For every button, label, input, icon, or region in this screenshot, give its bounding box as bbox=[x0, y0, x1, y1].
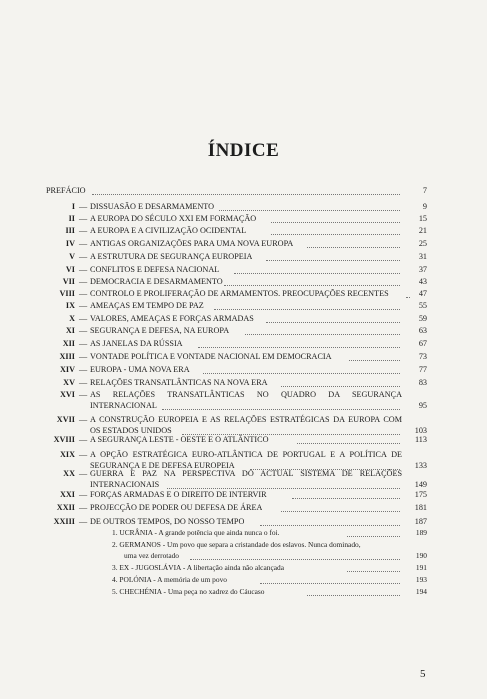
chapter-number: II bbox=[68, 214, 75, 223]
toc-entry bbox=[0, 325, 487, 336]
chapter-title-continued: SEGURANÇA E DE DEFESA EUROPEIA bbox=[90, 461, 235, 470]
leader-dots bbox=[245, 333, 400, 335]
leader-dots bbox=[234, 272, 400, 274]
toc-entry bbox=[0, 502, 487, 513]
chapter-number: VI bbox=[65, 265, 75, 274]
chapter-title: A EUROPA E A CIVILIZAÇÃO OCIDENTAL bbox=[90, 226, 247, 235]
chapter-title: A ESTRUTURA DE SEGURANÇA EUROPEIA bbox=[90, 252, 253, 261]
page-ref: 103 bbox=[414, 426, 427, 435]
page-ref: 95 bbox=[418, 401, 427, 410]
chapter-title-continued: INTERNACIONAIS bbox=[90, 480, 160, 489]
toc-subentry bbox=[0, 527, 487, 538]
subentry-title: 2. GERMANOS - Um povo que separa a cristandade dos eslavos. Nunca dominado, bbox=[112, 540, 361, 549]
chapter-title: A SEGURANÇA LESTE - OESTE E O ATLÂNTICO bbox=[90, 435, 269, 444]
dash-separator: — bbox=[79, 301, 88, 310]
page-ref: 83 bbox=[418, 378, 427, 387]
page-ref: 181 bbox=[414, 503, 427, 512]
page-ref: 47 bbox=[418, 289, 427, 298]
toc-entry bbox=[0, 449, 487, 470]
toc-entry bbox=[0, 364, 487, 375]
toc-entry bbox=[0, 276, 487, 287]
dash-separator: — bbox=[79, 415, 88, 424]
leader-dots bbox=[307, 246, 400, 248]
page-ref: 15 bbox=[418, 214, 427, 223]
dash-separator: — bbox=[79, 517, 88, 526]
toc-entry bbox=[0, 225, 487, 236]
chapter-title: AS RELAÇÕES TRANSATLÂNTICAS NO QUADRO DA SEGURANÇA bbox=[90, 390, 402, 399]
toc-subentry bbox=[0, 574, 487, 585]
leader-dots bbox=[297, 442, 400, 444]
toc-entry bbox=[0, 338, 487, 349]
dash-separator: — bbox=[79, 202, 88, 211]
leader-dots bbox=[266, 321, 400, 323]
chapter-title: A OPÇÃO ESTRATÉGICA EURO-ATLÂNTICA DE PORTUGAL E A POLÍTICA DE bbox=[90, 450, 402, 459]
leader-dots bbox=[281, 385, 400, 387]
page-ref: 77 bbox=[418, 365, 427, 374]
toc-entry bbox=[0, 516, 487, 527]
page-ref: 194 bbox=[415, 587, 427, 596]
chapter-title: DISSUASÃO E DESARMAMENTO bbox=[90, 202, 215, 211]
dash-separator: — bbox=[79, 469, 88, 478]
toc-entry bbox=[0, 434, 487, 445]
chapter-title: DE OUTROS TEMPOS, DO NOSSO TEMPO bbox=[90, 517, 245, 526]
page-ref: 63 bbox=[418, 326, 427, 335]
leader-dots bbox=[281, 510, 400, 512]
toc-entry bbox=[0, 300, 487, 311]
dash-separator: — bbox=[79, 339, 88, 348]
leader-dots bbox=[198, 346, 400, 348]
page-ref: 7 bbox=[422, 186, 427, 195]
toc-entry bbox=[0, 351, 487, 362]
chapter-number: XX bbox=[63, 469, 75, 478]
toc-entry bbox=[0, 489, 487, 500]
chapter-number: XI bbox=[65, 326, 75, 335]
chapter-title-continued: OS ESTADOS UNIDOS bbox=[90, 426, 172, 435]
chapter-title: VONTADE POLÍTICA E VONTADE NACIONAL EM DEMOCRACIA bbox=[90, 352, 332, 361]
chapter-title: EUROPA - UMA NOVA ERA bbox=[90, 365, 190, 374]
dash-separator: — bbox=[79, 265, 88, 274]
chapter-title: GUERRA E PAZ NA PERSPECTIVA DO ACTUAL SISTEMA DE RELAÇÕES bbox=[90, 469, 402, 478]
dash-separator: — bbox=[79, 239, 88, 248]
toc-entry bbox=[0, 288, 487, 299]
toc-subentry bbox=[0, 562, 487, 573]
chapter-title: FORÇAS ARMADAS E O DIREITO DE INTERVIR bbox=[90, 490, 267, 499]
chapter-title-continued: INTERNACIONAL bbox=[90, 401, 157, 410]
page-ref: 25 bbox=[418, 239, 427, 248]
chapter-title: RELAÇÕES TRANSATLÂNTICAS NA NOVA ERA bbox=[90, 378, 268, 387]
toc-entry bbox=[0, 185, 487, 196]
dash-separator: — bbox=[79, 214, 88, 223]
leader-dots bbox=[292, 497, 400, 499]
page-ref: 187 bbox=[414, 517, 427, 526]
dash-separator: — bbox=[79, 435, 88, 444]
subentry-title: 1. UCRÂNIA - A grande potência que ainda nunca o foi. bbox=[112, 528, 280, 537]
chapter-number: VII bbox=[62, 277, 75, 286]
page-ref: 37 bbox=[418, 265, 427, 274]
toc-entry bbox=[0, 238, 487, 249]
chapter-number: XIX bbox=[59, 450, 75, 459]
chapter-title: CONFLITOS E DEFESA NACIONAL bbox=[90, 265, 220, 274]
chapter-number: XVIII bbox=[53, 435, 75, 444]
page-number: 5 bbox=[420, 668, 426, 680]
subentry-title: 5. CHECHÉNIA - Uma peça no xadrez do Cáucaso bbox=[112, 587, 265, 596]
chapter-title: A CONSTRUÇÃO EUROPEIA E AS RELAÇÕES ESTRATÉGICAS DA EUROPA COM bbox=[90, 415, 402, 424]
dash-separator: — bbox=[79, 326, 88, 335]
toc-entry bbox=[0, 414, 487, 435]
chapter-number: XXII bbox=[56, 503, 75, 512]
page-ref: 175 bbox=[414, 490, 427, 499]
page-ref: 149 bbox=[414, 480, 427, 489]
subentry-title-continued: uma vez derrotado bbox=[124, 551, 179, 560]
chapter-title: PREFÁCIO bbox=[46, 186, 86, 195]
chapter-title: ANTIGAS ORGANIZAÇÕES PARA UMA NOVA EUROPA bbox=[90, 239, 294, 248]
leader-dots bbox=[190, 558, 400, 560]
leader-dots bbox=[92, 193, 400, 195]
page-ref: 133 bbox=[414, 461, 427, 470]
chapter-title: PROJECÇÃO DE PODER OU DEFESA DE ÁREA bbox=[90, 503, 263, 512]
dash-separator: — bbox=[79, 314, 88, 323]
chapter-title: CONTROLO E PROLIFERAÇÃO DE ARMAMENTOS. PREOCUPAÇÕES RECENTES bbox=[90, 289, 389, 298]
leader-dots bbox=[266, 259, 400, 261]
leader-dots bbox=[347, 535, 400, 537]
chapter-number: XIII bbox=[59, 352, 75, 361]
leader-dots bbox=[203, 372, 400, 374]
leader-dots bbox=[307, 594, 400, 596]
dash-separator: — bbox=[79, 378, 88, 387]
chapter-number: III bbox=[65, 226, 75, 235]
leader-dots bbox=[162, 408, 400, 410]
subentry-title: 4. POLÓNIA - A memória de um povo bbox=[112, 575, 227, 584]
leader-dots bbox=[271, 233, 400, 235]
leader-dots bbox=[349, 359, 400, 361]
dash-separator: — bbox=[79, 450, 88, 459]
toc-entry bbox=[0, 201, 487, 212]
toc-subentry bbox=[0, 586, 487, 597]
page-ref: 59 bbox=[418, 314, 427, 323]
chapter-title: A EUROPA DO SÉCULO XXI EM FORMAÇÃO bbox=[90, 214, 257, 223]
page-ref: 113 bbox=[415, 435, 427, 444]
toc-entry bbox=[0, 389, 487, 410]
chapter-number: IV bbox=[65, 239, 75, 248]
page-ref: 193 bbox=[415, 575, 427, 584]
toc-entry bbox=[0, 313, 487, 324]
chapter-number: IX bbox=[65, 301, 75, 310]
chapter-title: SEGURANÇA E DEFESA, NA EUROPA bbox=[90, 326, 230, 335]
chapter-title: VALORES, AMEAÇAS E FORÇAS ARMADAS bbox=[90, 314, 254, 323]
page-ref: 43 bbox=[418, 277, 427, 286]
page-ref: 21 bbox=[418, 226, 427, 235]
dash-separator: — bbox=[79, 277, 88, 286]
chapter-number: VIII bbox=[59, 289, 75, 298]
page-ref: 55 bbox=[418, 301, 427, 310]
chapter-number: X bbox=[69, 314, 75, 323]
leader-dots bbox=[224, 284, 400, 286]
dash-separator: — bbox=[79, 289, 88, 298]
dash-separator: — bbox=[79, 226, 88, 235]
leader-dots bbox=[260, 582, 400, 584]
toc-entry bbox=[0, 377, 487, 388]
chapter-number: XXIII bbox=[53, 517, 75, 526]
toc-entry bbox=[0, 213, 487, 224]
chapter-number: XIV bbox=[59, 365, 75, 374]
chapter-title: DEMOCRACIA E DESARMAMENTO bbox=[90, 277, 223, 286]
page-ref: 189 bbox=[415, 528, 427, 537]
chapter-number: XVI bbox=[59, 390, 75, 399]
chapter-number: V bbox=[69, 252, 75, 261]
dash-separator: — bbox=[79, 490, 88, 499]
dash-separator: — bbox=[79, 365, 88, 374]
toc-entry bbox=[0, 468, 487, 489]
page-ref: 9 bbox=[422, 202, 427, 211]
page-ref: 191 bbox=[415, 563, 427, 572]
page-ref: 67 bbox=[418, 339, 427, 348]
toc-entry bbox=[0, 251, 487, 262]
leader-dots bbox=[271, 221, 400, 223]
chapter-number: XXI bbox=[59, 490, 75, 499]
leader-dots bbox=[260, 524, 400, 526]
leader-dots bbox=[219, 209, 400, 211]
page-title: ÍNDICE bbox=[207, 140, 280, 161]
chapter-number: XV bbox=[63, 378, 75, 387]
leader-dots bbox=[214, 308, 400, 310]
subentry-title: 3. EX - JUGOSLÁVIA - A libertação ainda não alcançada bbox=[112, 563, 284, 572]
page-ref: 190 bbox=[415, 551, 427, 560]
chapter-number: XVII bbox=[56, 415, 75, 424]
chapter-title: AS JANELAS DA RÚSSIA bbox=[90, 339, 183, 348]
toc-entry bbox=[0, 264, 487, 275]
chapter-number: XII bbox=[62, 339, 75, 348]
toc-subentry bbox=[0, 539, 487, 560]
dash-separator: — bbox=[79, 503, 88, 512]
chapter-title: AMEAÇAS EM TEMPO DE PAZ bbox=[90, 301, 204, 310]
dash-separator: — bbox=[79, 390, 88, 399]
page-ref: 31 bbox=[418, 252, 427, 261]
dash-separator: — bbox=[79, 252, 88, 261]
chapter-number: I bbox=[71, 202, 75, 211]
page-ref: 73 bbox=[418, 352, 427, 361]
leader-dots bbox=[347, 570, 400, 572]
dash-separator: — bbox=[79, 352, 88, 361]
